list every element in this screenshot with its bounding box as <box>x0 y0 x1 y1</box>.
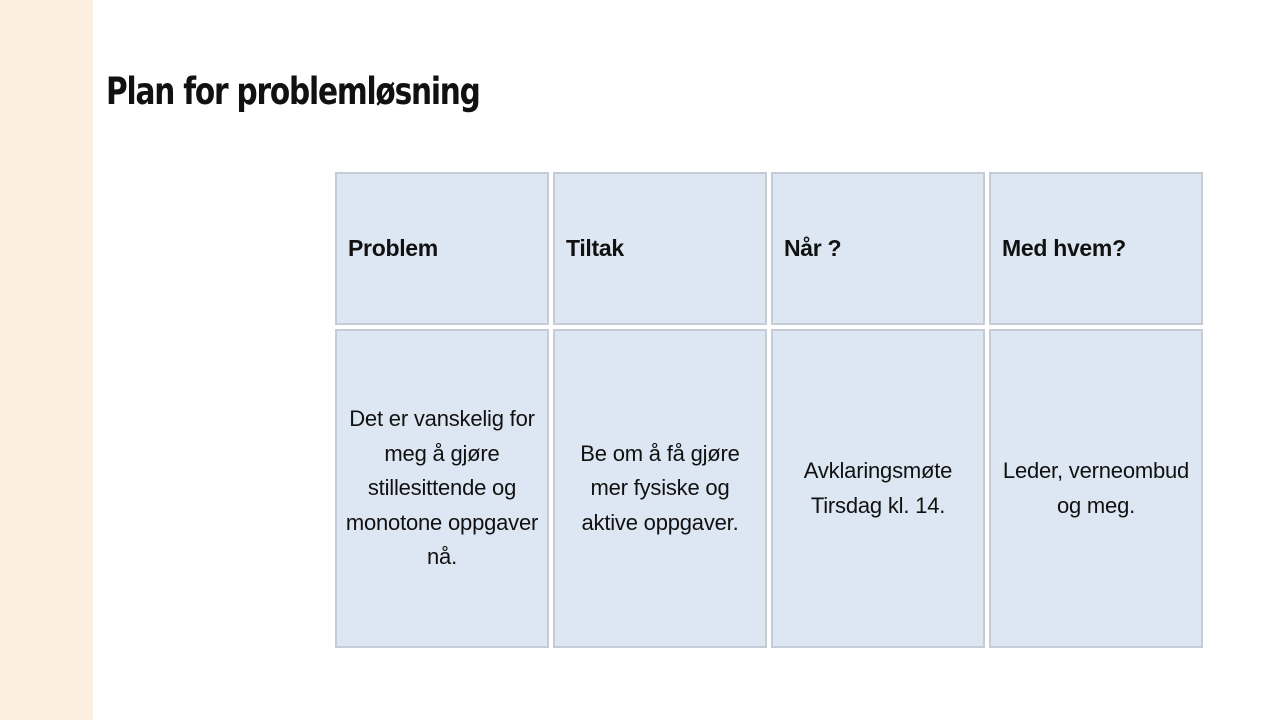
body-cell-problem <box>335 329 549 648</box>
plan-table <box>335 172 1203 648</box>
body-cell-text: Det er vanskelig for meg å gjøre stillesittende og monotone oppgaver nå. <box>345 406 539 570</box>
header-cell-problem: Problem <box>335 172 549 325</box>
body-cell-text: Be om å få gjøre mer fysiske og aktive oppgaver. <box>580 440 740 535</box>
side-accent-band <box>0 0 93 720</box>
body-cell-text: Avklaringsmøte Tirsdag kl. 14. <box>803 458 953 518</box>
body-cell-med-hvem <box>989 329 1203 648</box>
slide-title: Plan for problemløsning <box>106 70 480 113</box>
header-cell-med-hvem: Med hvem? <box>989 172 1203 325</box>
header-cell-nar: Når ? <box>771 172 985 325</box>
body-cell-nar <box>771 329 985 648</box>
body-cell-text: Leder, verneombud og meg. <box>1002 458 1190 518</box>
header-cell-tiltak: Tiltak <box>553 172 767 325</box>
body-cell-tiltak <box>553 329 767 648</box>
